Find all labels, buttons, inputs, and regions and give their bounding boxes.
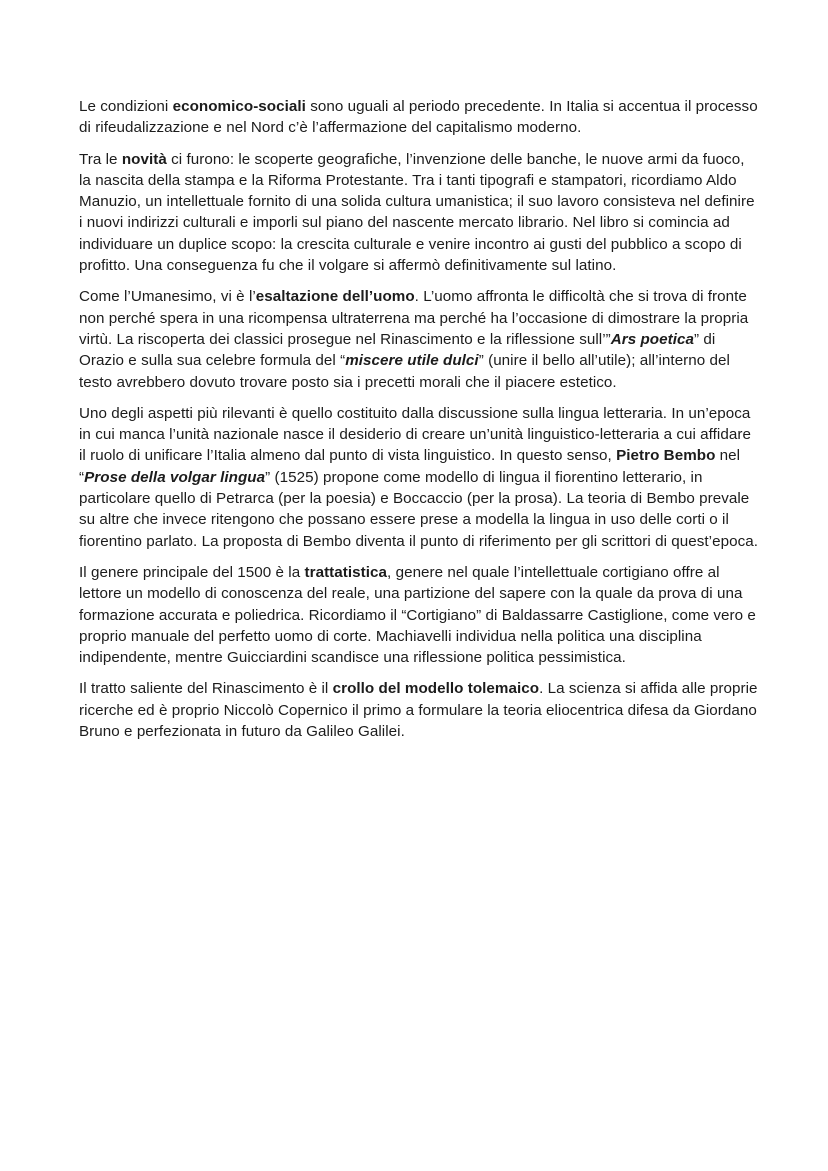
document-page — [79, 96, 759, 752]
paragraph — [79, 96, 759, 139]
bold-text: economico-sociali — [172, 98, 306, 115]
bold-text: esaltazione dell’uomo — [255, 288, 415, 306]
bold-italic-text — [84, 469, 265, 486]
body-text: ” (1525) propone come modello di lingua il fiorentino letterario, in particolare quello di Petrarca (per la poesia) e Boccaccio (per la prosa). La teoria di Bembo prevale su altre che invece ritengono che possano essere prese a modella la lingua in uso delle corti o il fiorentino parlato. La proposta di Bembo diventa il punto di riferimento per gli scrittori di quest’epoca. — [79, 468, 758, 550]
bold-text: Pietro Bembo — [616, 447, 716, 465]
body-text: ” (unire il bello all’utile); all’interno del testo avrebbero dovuto trovare posto sia i precetti morali che il piacere estetico. — [79, 352, 730, 391]
body-text: nel “ — [79, 447, 741, 486]
body-text: Il tratto saliente del Rinascimento è il — [79, 680, 333, 698]
body-text: sono uguali al periodo precedente. In Italia si accentua il processo di rifeudalizzazione e nel Nord c’è l’affermazione del capitalismo moderno. — [79, 98, 758, 137]
body-text: Come l’Umanesimo, vi è l’ — [79, 288, 256, 306]
bold-text: trattatistica — [304, 563, 388, 581]
body-text: . L’uomo affronta le difficoltà che si trova di fronte non perché spera in una ricompensa ultraterrena ma perché ha l’occasione di dimostrare la propria virtù. La riscoperta dei classici prosegue nel Rinascimento e la riflessione sull’” — [79, 288, 749, 348]
emphasis-text: Ars poetica — [610, 330, 694, 348]
paragraph — [79, 678, 759, 742]
body-text: . La scienza si affida alle proprie ricerche ed è proprio Niccolò Copernico il primo a formulare la teoria eliocentrica difesa da Giordano Bruno e perfezionata in futuro da Galileo Galilei. — [79, 680, 758, 741]
emphasis-text: Prose della volgar lingua — [84, 468, 266, 486]
bold-text: crollo del modello tolemaico — [332, 680, 540, 698]
body-text: Il genere principale del 1500 è la — [79, 563, 305, 581]
body-text: ” di Orazio e sulla sua celebre formula del “ — [79, 330, 716, 370]
bold-italic-text — [611, 331, 694, 348]
paragraph — [79, 403, 759, 552]
paragraph — [79, 149, 759, 277]
body-text: ci furono: le scoperte geografiche, l’invenzione delle banche, le nuove armi da fuoco, la nascita della stampa e la Riforma Protestante. Tra i tanti tipografi e stampatori, ricordiamo Aldo Manuzio, un intellettuale fornito di una solida cultura umanistica; il suo lavoro consisteva nel definire i nuovi indirizzi culturali e imporli sul piano del nascente mercato librario. Nel libro si comincia ad individuare un duplice scopo: la crescita culturale e venire incontro ai gusti del pubblico a scopo di profitto. Una conseguenza fu che il volgare si affermò definitivamente sul latino. — [79, 150, 755, 275]
body-text: Le condizioni — [79, 98, 173, 115]
paragraph — [79, 286, 759, 392]
bold-italic-text — [345, 352, 478, 369]
paragraph — [79, 562, 759, 668]
body-text: , genere nel quale l’intellettuale cortigiano offre al lettore un modello di conoscenza del reale, una partizione del sapere con la quale da prova di una formazione accurata e poliedrica. Ricordiamo il “Cortigiano” di Baldassarre Castiglione, come vero e proprio manuale del perfetto uomo di corte. Machiavelli individua nella politica una disciplina indipendente, mentre Guicciardini scandisce una riflessione politica pessimistica. — [79, 563, 756, 667]
bold-text: novità — [121, 150, 167, 168]
body-text: Uno degli aspetti più rilevanti è quello costituito dalla discussione sulla lingua letteraria. In un’epoca in cui manca l’unità nazionale nasce il desiderio di creare un’unità linguistico-letteraria a cui affidare il ruolo di unificare l’Italia almeno dal punto di vista linguistico. In questo senso, — [79, 404, 751, 465]
emphasis-text: miscere utile dulci — [345, 352, 479, 370]
body-text: Tra le — [79, 150, 122, 168]
